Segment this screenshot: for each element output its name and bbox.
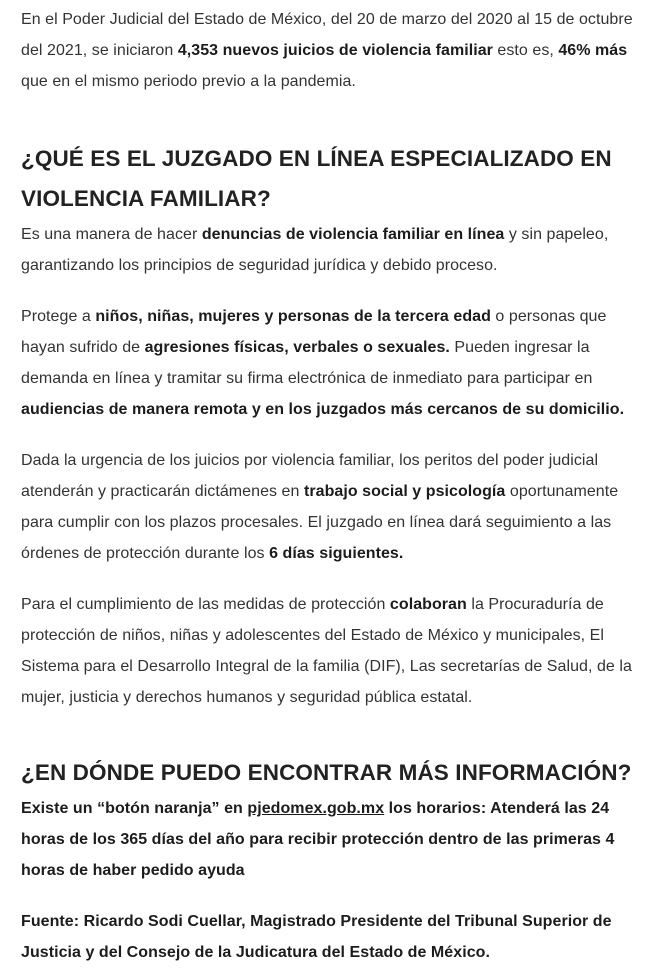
- protects-highlight-2: agresiones físicas, verbales o sexuales.: [144, 339, 450, 356]
- protects-highlight-3: audiencias de manera remota y en los juzgados más cercanos de su domicilio.: [21, 401, 625, 418]
- source-paragraph: Fuente: Ricardo Sodi Cuellar, Magistrado Presidente del Tribunal Superior de Justicia y del Consejo de la Judicatura del Estado de México.: [21, 913, 612, 961]
- protects-text-2: o personas que hayan sufrido de: [21, 308, 607, 356]
- definition-text-1: Es una manera de hacer: [21, 226, 202, 243]
- paragraph-experts: [21, 445, 646, 569]
- section-heading-more-info: ¿EN DÓNDE PUEDO ENCONTRAR MÁS INFORMACIÓN?: [21, 760, 632, 785]
- protects-text-1: Protege a: [21, 308, 96, 325]
- intro-highlight-percent: 46% más: [558, 42, 628, 59]
- intro-text-2: esto es,: [492, 42, 559, 59]
- experts-highlight-2: 6 días siguientes.: [269, 545, 404, 562]
- paragraph-definition: [21, 219, 646, 281]
- orange-button-text-2: los horarios: Atenderá las 24 horas de los 365 días del año para recibir protección dentro de las primeras 4 horas de haber pedido ayuda: [21, 800, 615, 879]
- protects-text-3: Pueden ingresar la demanda en línea y tramitar su firma electrónica de inmediato para participar en: [21, 339, 593, 387]
- paragraph-orange-button: [21, 793, 646, 886]
- collaborators-text-1: Para el cumplimiento de las medidas de protección: [21, 596, 390, 613]
- definition-text-2: y sin papeleo, garantizando los principios de seguridad jurídica y debido proceso.: [21, 226, 609, 274]
- experts-text-2: oportunamente para cumplir con los plazos procesales. El juzgado en línea dará seguimiento a las órdenes de protección durante los: [21, 483, 619, 562]
- pjedomex-link[interactable]: pjedomex.gob.mx: [247, 800, 385, 817]
- section-heading-what-is: ¿QUÉ ES EL JUZGADO EN LÍNEA ESPECIALIZADO EN VIOLENCIA FAMILIAR?: [21, 146, 612, 211]
- intro-text-3: que en el mismo periodo previo a la pandemia.: [21, 73, 356, 90]
- intro-text-1: En el Poder Judicial del Estado de México, del 20 de marzo del 2020 al 15 de octubre del 2021, se iniciaron: [21, 11, 633, 59]
- intro-highlight-cases: 4,353 nuevos juicios de violencia familiar: [177, 42, 493, 59]
- collaborators-highlight: colaboran: [389, 596, 467, 613]
- paragraph-collaborators: [21, 589, 646, 713]
- orange-button-text-1: Existe un “botón naranja” en: [21, 800, 248, 817]
- intro-paragraph: [21, 4, 646, 97]
- protects-highlight-1: niños, niñas, mujeres y personas de la tercera edad: [95, 308, 491, 325]
- collaborators-text-2: la Procuraduría de protección de niños, niñas y adolescentes del Estado de México y municipales, El Sistema para el Desarrollo Integral de la familia (DIF), Las secretarías de Salud, de la mujer, justicia y derechos humanos y seguridad pública estatal.: [21, 596, 632, 706]
- definition-highlight: denuncias de violencia familiar en línea: [201, 226, 505, 243]
- experts-highlight-1: trabajo social y psicología: [303, 483, 506, 500]
- paragraph-protects: [21, 301, 646, 425]
- experts-text-1: Dada la urgencia de los juicios por violencia familiar, los peritos del poder judicial atenderán y practicarán dictámenes en: [21, 452, 599, 500]
